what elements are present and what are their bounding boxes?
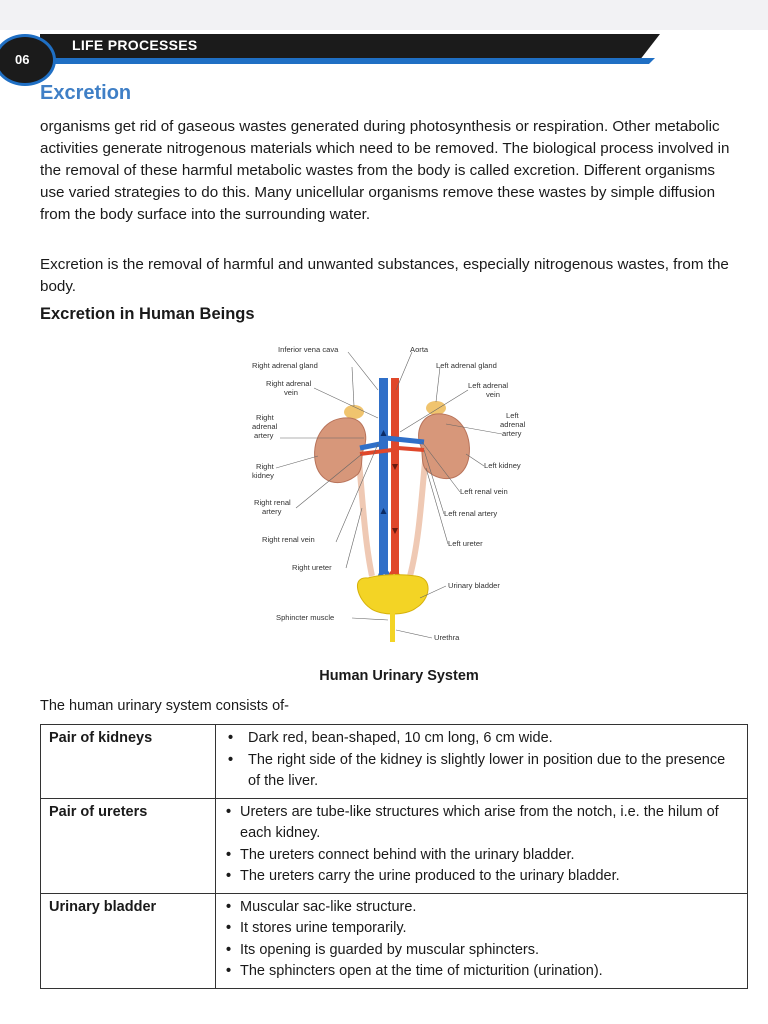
- label-urinary-bladder: Urinary bladder: [448, 581, 500, 590]
- label-right-adrenal-gland: Right adrenal gland: [252, 361, 318, 370]
- label-left-adrenal-artery: adrenal: [500, 420, 526, 429]
- list-item: • The ureters carry the urine produced to the urinary bladder.: [224, 866, 739, 888]
- urethra-shape: [390, 612, 395, 642]
- chapter-number: 06: [15, 52, 30, 67]
- label-left-adrenal-artery: Left: [506, 411, 519, 420]
- chapter-title: LIFE PROCESSES: [72, 37, 198, 53]
- label-right-adrenal-artery: artery: [254, 431, 274, 440]
- urinary-system-intro: The human urinary system consists of-: [40, 698, 290, 714]
- table-row: [41, 798, 748, 893]
- label-left-adrenal-gland: Left adrenal gland: [436, 361, 497, 370]
- label-left-adrenal-artery: artery: [502, 429, 522, 438]
- urinary-system-diagram: [240, 338, 540, 660]
- list-item: • Its opening is guarded by muscular sphincters.: [224, 940, 739, 962]
- list-item: • It stores urine temporarily.: [224, 918, 739, 940]
- label-urethra: Urethra: [434, 633, 460, 642]
- aorta-shape: [391, 378, 399, 574]
- part-name: Urinary bladder: [41, 893, 216, 988]
- label-left-renal-artery: Left renal artery: [444, 509, 498, 518]
- label-right-adrenal-vein: vein: [284, 388, 298, 397]
- top-strip: [0, 0, 768, 30]
- label-aorta: Aorta: [410, 345, 429, 354]
- part-name: Pair of ureters: [41, 798, 216, 893]
- list-item: • The sphincters open at the time of micturition (urination).: [224, 961, 739, 983]
- left-adrenal-gland-shape: [426, 401, 446, 415]
- list-item: • The right side of the kidney is slightly lower in position due to the presence of the liver.: [224, 750, 739, 793]
- left-renal-artery-shape: [398, 448, 424, 450]
- label-right-renal-artery: Right renal: [254, 498, 291, 507]
- label-left-ureter: Left ureter: [448, 539, 483, 548]
- list-item: • Muscular sac-like structure.: [224, 897, 739, 919]
- paragraph-excretion-definition: Excretion is the removal of harmful and unwanted substances, especially nitrogenous wastes, from the body.: [40, 256, 729, 295]
- figure-caption: Human Urinary System: [319, 668, 479, 684]
- label-left-adrenal-vein: Left adrenal: [468, 381, 509, 390]
- label-right-renal-artery: artery: [262, 507, 282, 516]
- label-right-adrenal-vein: Right adrenal: [266, 379, 312, 388]
- inferior-vena-cava-shape: [379, 378, 388, 574]
- left-ureter-shape: [410, 452, 426, 576]
- label-right-kidney: Right: [256, 462, 274, 471]
- right-adrenal-gland-shape: [344, 405, 364, 419]
- urinary-parts-table: [40, 724, 748, 989]
- label-left-kidney: Left kidney: [484, 461, 521, 470]
- label-right-adrenal-artery: Right: [256, 413, 274, 422]
- list-item: • Dark red, bean-shaped, 10 cm long, 6 cm wide.: [224, 728, 739, 750]
- part-description: [216, 798, 748, 893]
- right-kidney-shape: [315, 418, 366, 483]
- part-description: [216, 725, 748, 799]
- chapter-header-underline: [50, 58, 655, 64]
- label-right-renal-vein: Right renal vein: [262, 535, 315, 544]
- bullet-list: [224, 728, 739, 793]
- list-item: • Ureters are tube-like structures which arise from the notch, i.e. the hilum of each kidney.: [224, 802, 739, 845]
- urinary-bladder-shape: [357, 575, 428, 614]
- paragraph-excretion-intro: organisms get rid of gaseous wastes generated during photosynthesis or respiration. Other metabolic activities generate nitrogenous materials which need to be removed. The biological process involved in the removal of these harmful metabolic wastes from the body is called excretion. Different organisms use varied strategies to do this. Many unicellular organisms remove these wastes by simple diffusion from the body surface into the surrounding water.: [40, 118, 730, 223]
- table-row: [41, 725, 748, 799]
- part-name: Pair of kidneys: [41, 725, 216, 799]
- urinary-system-svg: [240, 338, 540, 660]
- label-left-renal-vein: Left renal vein: [460, 487, 508, 496]
- label-inferior-vena-cava: Inferior vena cava: [278, 345, 339, 354]
- list-item: • The ureters connect behind with the urinary bladder.: [224, 845, 739, 867]
- part-description: [216, 893, 748, 988]
- section-title: Excretion: [40, 82, 132, 104]
- label-right-ureter: Right ureter: [292, 563, 332, 572]
- subheading-human-excretion: Excretion in Human Beings: [40, 305, 255, 323]
- label-right-kidney: kidney: [252, 471, 274, 480]
- bullet-list: [224, 802, 739, 888]
- table-row: [41, 893, 748, 988]
- label-right-adrenal-artery: adrenal: [252, 422, 278, 431]
- label-left-adrenal-vein: vein: [486, 390, 500, 399]
- bullet-list: [224, 897, 739, 983]
- label-sphincter-muscle: Sphincter muscle: [276, 613, 335, 622]
